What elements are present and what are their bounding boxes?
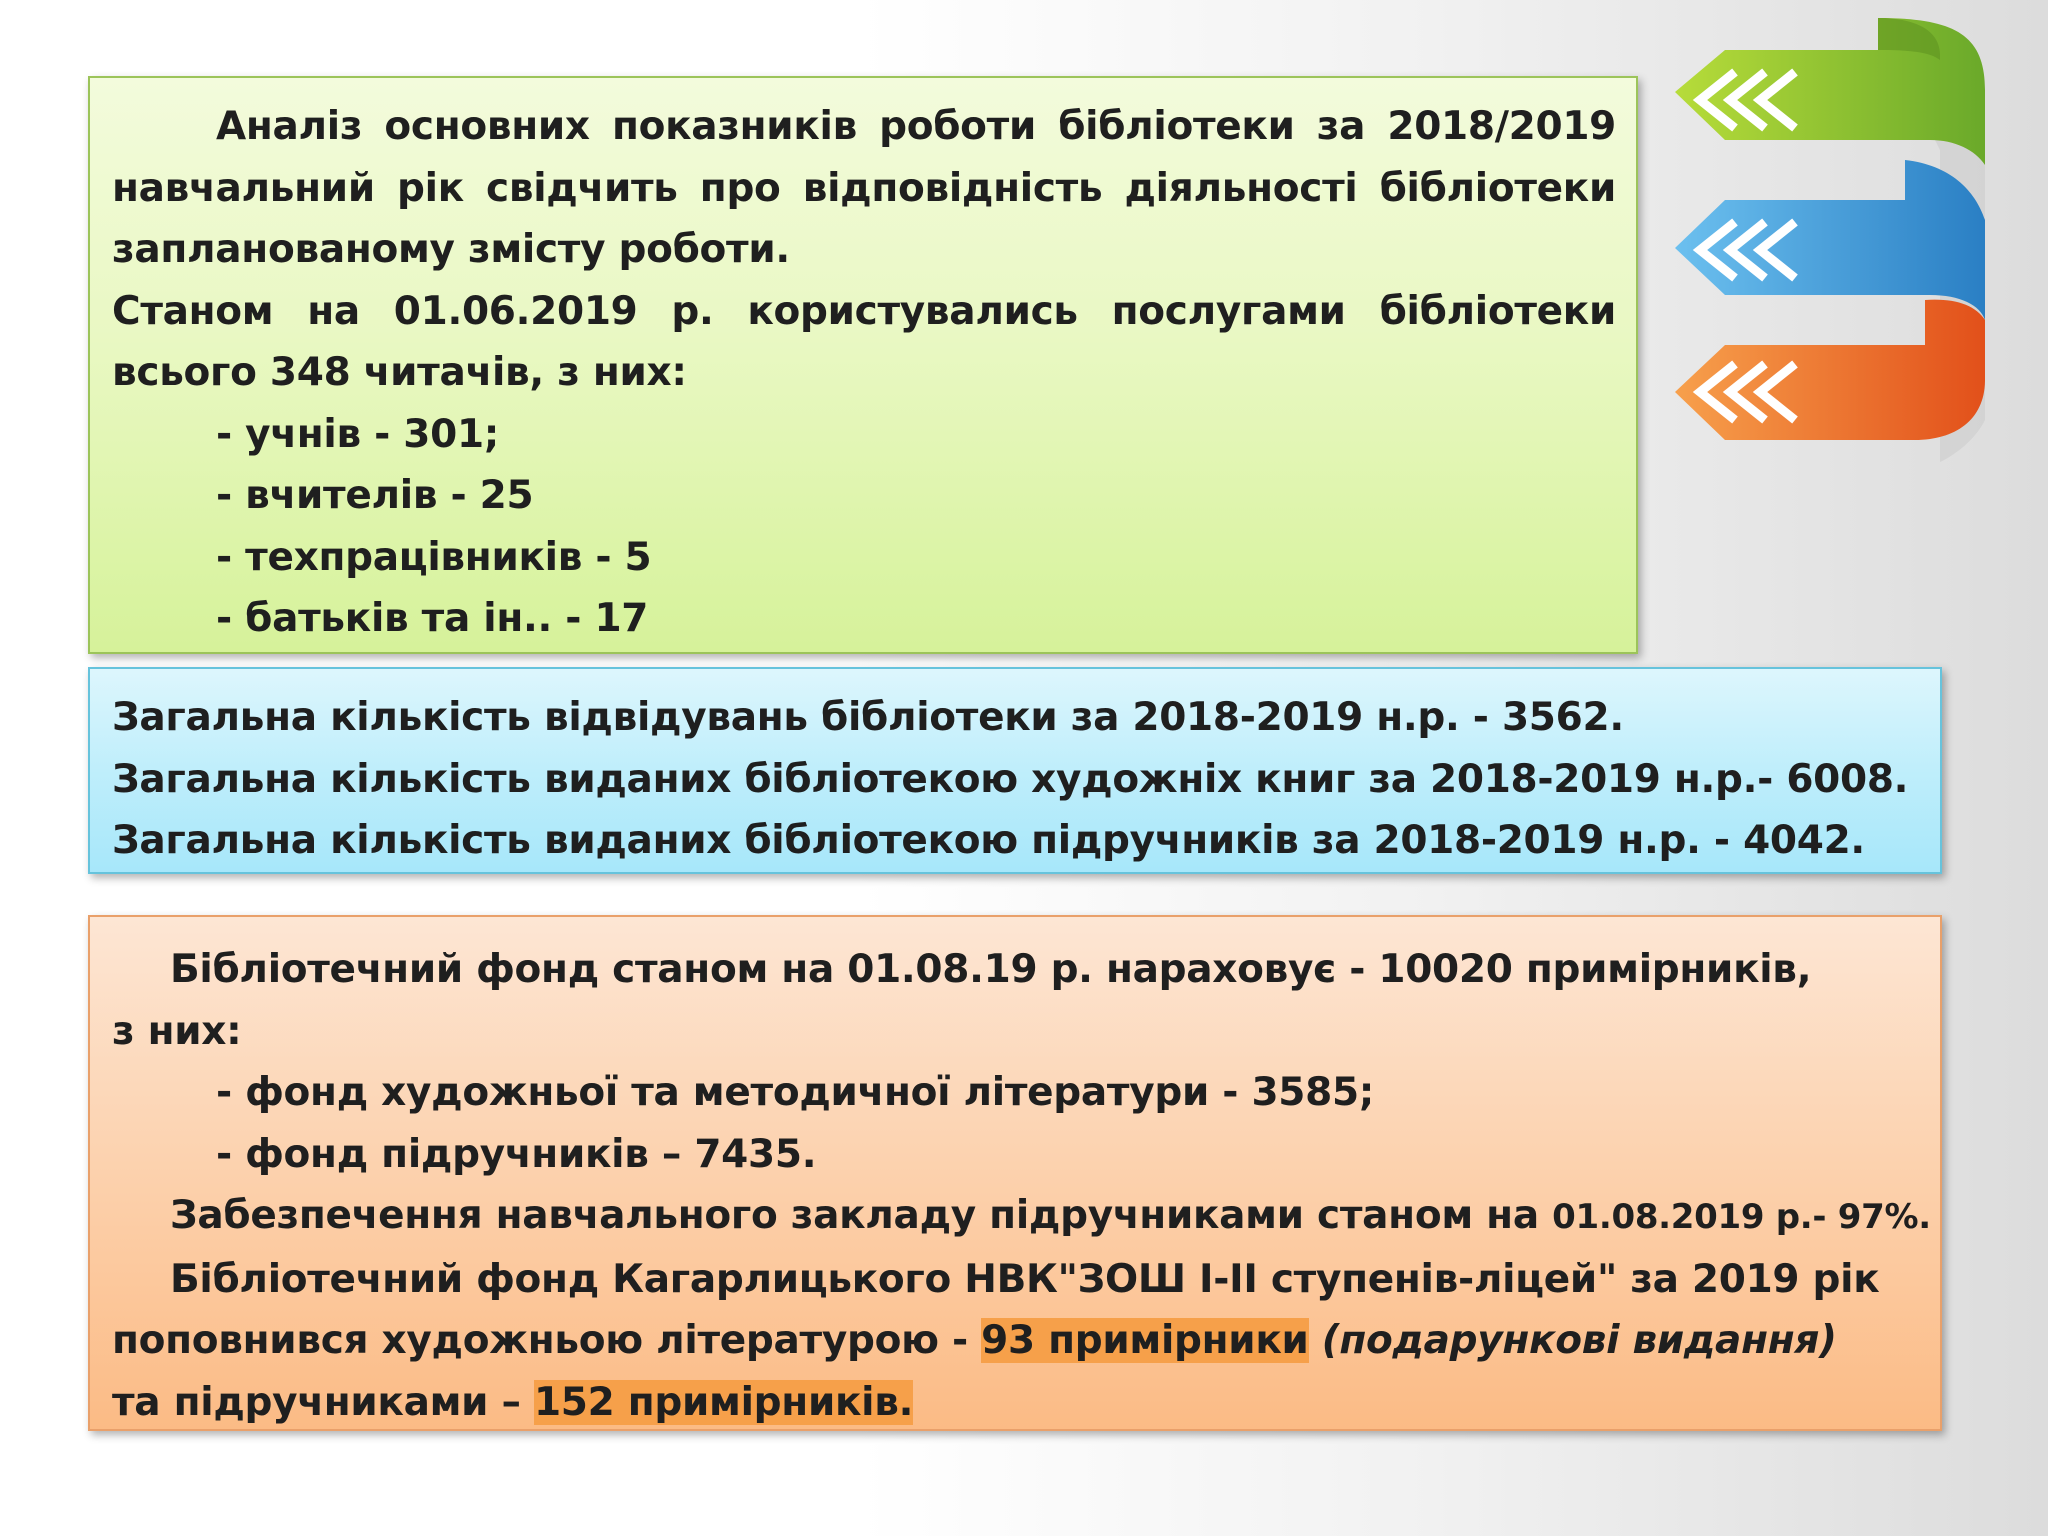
refill-line-3 <box>112 1372 1920 1434</box>
refill-line-1: Бібліотечний фонд Кагарлицького НВК"ЗОШ І-ІІ ступенів-ліцей" за 2019 рік <box>170 1256 1880 1302</box>
refill-fiction-text: поповнився художньою літературою - <box>112 1318 982 1363</box>
supply-line <box>112 1185 1931 1249</box>
ribbon-graphic <box>1655 0 2048 480</box>
analysis-line-2: навчальний рік свідчить про відповідність діяльності бібліотеки <box>112 165 1616 211</box>
analysis-line-1: Аналіз основних показників роботи бібліотеки за 2018/2019 <box>216 104 1616 149</box>
refill-fiction-count: 93 примірники <box>981 1318 1309 1363</box>
supply-value: 01.08.2019 р.- 97%. <box>1552 1197 1931 1237</box>
analysis-line-3: запланованому змісту роботи. <box>112 227 790 272</box>
library-fund-box <box>88 915 1942 1431</box>
visits-summary-box <box>88 667 1942 874</box>
refill-line-2 <box>112 1310 1920 1372</box>
readers-item-staff: - техпрацівників - 5 <box>216 534 652 580</box>
textbooks-issued-line: Загальна кількість виданих бібліотекою підручників за 2018-2019 н.р. - 4042. <box>112 818 1865 863</box>
readers-item-parents: - батьків та ін.. - 17 <box>216 596 649 641</box>
readers-item-teachers: - вчителів - 25 <box>216 473 534 518</box>
visits-line: Загальна кількість відвідувань бібліотеки за 2018-2019 н.р. - 3562. <box>112 695 1624 740</box>
refill-textbooks-text: та підручниками – <box>112 1379 534 1425</box>
refill-fiction-note: (подарункові видання) <box>1308 1318 1837 1363</box>
fund-item-fiction: - фонд художньої та методичної літератури - 3585; <box>216 1070 1375 1115</box>
fund-total-line: Бібліотечний фонд станом на 01.08.19 р. нараховує - 10020 примірників, <box>170 947 1812 992</box>
readers-line-2: всього 348 читачів, з них: <box>112 350 687 395</box>
refill-textbooks-count: 152 примірників. <box>533 1379 914 1425</box>
readers-summary-box <box>88 76 1638 654</box>
fund-of-them-line: з них: <box>112 1008 242 1054</box>
fiction-issued-line: Загальна кількість виданих бібліотекою художніх книг за 2018-2019 н.р.- 6008. <box>112 756 1909 802</box>
readers-item-students: - учнів - 301; <box>216 411 500 457</box>
supply-text: Забезпечення навчального закладу підручниками станом на <box>170 1193 1553 1238</box>
readers-line-1: Станом на 01.06.2019 р. користувались послугами бібліотеки <box>112 288 1616 334</box>
fund-item-textbooks: - фонд підручників – 7435. <box>216 1131 817 1177</box>
